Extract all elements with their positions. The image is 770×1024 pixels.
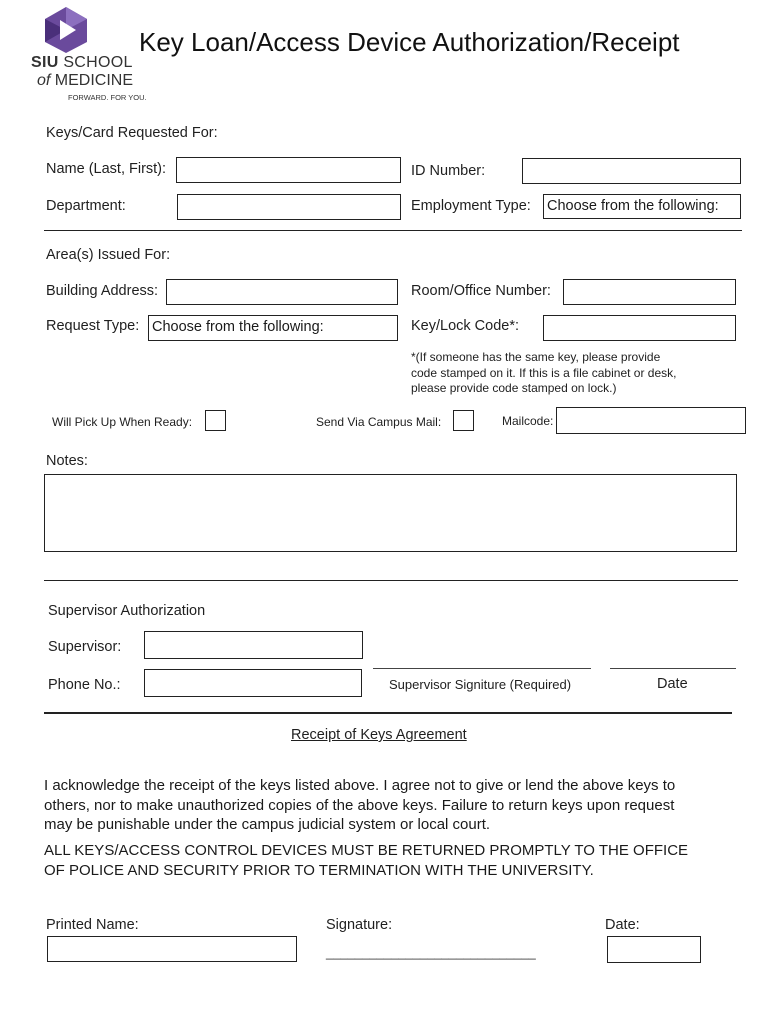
supervisor-date-line[interactable] bbox=[610, 668, 736, 669]
campus-mail-label: Send Via Campus Mail: bbox=[316, 415, 442, 429]
name-label: Name (Last, First): bbox=[46, 161, 167, 177]
phone-field[interactable] bbox=[144, 669, 362, 697]
supervisor-date-caption: Date bbox=[657, 676, 688, 692]
agreement-p2-line1: ALL KEYS/ACCESS CONTROL DEVICES MUST BE RETURNED PROMPTLY TO THE OFFICE bbox=[44, 842, 689, 859]
keys-heading: Keys/Card Requested For: bbox=[46, 125, 218, 141]
logo-medicine: MEDICINE bbox=[54, 72, 134, 89]
page-title: Key Loan/Access Device Authorization/Receipt bbox=[139, 27, 680, 57]
printed-name-field[interactable] bbox=[47, 936, 297, 962]
section-divider-1 bbox=[44, 230, 742, 231]
agreement-p2-line2: OF POLICE AND SECURITY PRIOR TO TERMINATION WITH THE UNIVERSITY. bbox=[44, 861, 594, 879]
agreement-p1-line2: others, nor to make unauthorized copies of the above keys. Failure to return keys upon request bbox=[44, 796, 675, 814]
supervisor-label: Supervisor: bbox=[48, 639, 122, 655]
id-number-label: ID Number: bbox=[411, 163, 486, 179]
date-field[interactable] bbox=[607, 936, 701, 963]
agreement-heading: Receipt of Keys Agreement bbox=[291, 727, 467, 743]
notes-textarea[interactable] bbox=[44, 474, 737, 552]
logo-school: SCHOOL bbox=[63, 54, 133, 71]
supervisor-heading: Supervisor Authorization bbox=[48, 603, 206, 619]
building-address-field[interactable] bbox=[166, 279, 398, 305]
key-code-note-2: code stamped on it. If this is a file cabinet or desk, bbox=[411, 366, 677, 380]
supervisor-signature-caption: Supervisor Signiture (Required) bbox=[389, 677, 572, 692]
siu-logo bbox=[31, 6, 147, 102]
department-label: Department: bbox=[46, 198, 126, 214]
name-field[interactable] bbox=[176, 157, 401, 183]
request-type-select[interactable]: Choose from the following: bbox=[148, 315, 398, 341]
pickup-label: Will Pick Up When Ready: bbox=[52, 415, 193, 429]
signature-line[interactable]: _____________________________ bbox=[326, 945, 536, 960]
agreement-p1-line1: I acknowledge the receipt of the keys listed above. I agree not to give or lend the above keys to bbox=[44, 777, 676, 794]
mailcode-label: Mailcode: bbox=[502, 414, 554, 428]
logo-of: of bbox=[37, 72, 51, 89]
supervisor-field[interactable] bbox=[144, 631, 363, 659]
key-lock-code-field[interactable] bbox=[543, 315, 736, 341]
logo-tagline: FORWARD. FOR YOU. bbox=[68, 93, 147, 102]
room-number-field[interactable] bbox=[563, 279, 736, 305]
department-field[interactable] bbox=[177, 194, 401, 220]
room-number-label: Room/Office Number: bbox=[411, 283, 551, 299]
section-divider-2 bbox=[44, 580, 738, 581]
logo-siu: SIU bbox=[31, 54, 59, 71]
pickup-checkbox[interactable] bbox=[205, 410, 226, 431]
areas-heading: Area(s) Issued For: bbox=[46, 247, 171, 263]
employment-type-select[interactable]: Choose from the following: bbox=[543, 194, 741, 219]
key-code-note-1: *(If someone has the same key, please provide bbox=[411, 350, 661, 364]
date-label: Date: bbox=[605, 917, 640, 933]
printed-name-label: Printed Name: bbox=[46, 917, 139, 933]
building-address-label: Building Address: bbox=[46, 283, 159, 299]
section-divider-3 bbox=[44, 712, 732, 714]
agreement-paragraph-1 bbox=[44, 776, 744, 835]
supervisor-signature-line[interactable] bbox=[373, 668, 591, 669]
signature-label: Signature: bbox=[326, 917, 393, 933]
phone-label: Phone No.: bbox=[48, 677, 121, 693]
id-number-field[interactable] bbox=[522, 158, 741, 184]
campus-mail-checkbox[interactable] bbox=[453, 410, 474, 431]
notes-label: Notes: bbox=[46, 453, 88, 469]
employment-type-label: Employment Type: bbox=[411, 198, 531, 214]
key-code-note-3: please provide code stamped on lock.) bbox=[411, 381, 617, 395]
mailcode-field[interactable] bbox=[556, 407, 746, 434]
key-lock-code-label: Key/Lock Code*: bbox=[411, 318, 520, 334]
agreement-p1-line3: may be punishable under the campus judicial system or local court. bbox=[44, 816, 491, 833]
agreement-paragraph-2 bbox=[44, 841, 744, 880]
siu-hexagon-play-logo-icon bbox=[43, 6, 89, 54]
request-type-label: Request Type: bbox=[46, 318, 140, 334]
